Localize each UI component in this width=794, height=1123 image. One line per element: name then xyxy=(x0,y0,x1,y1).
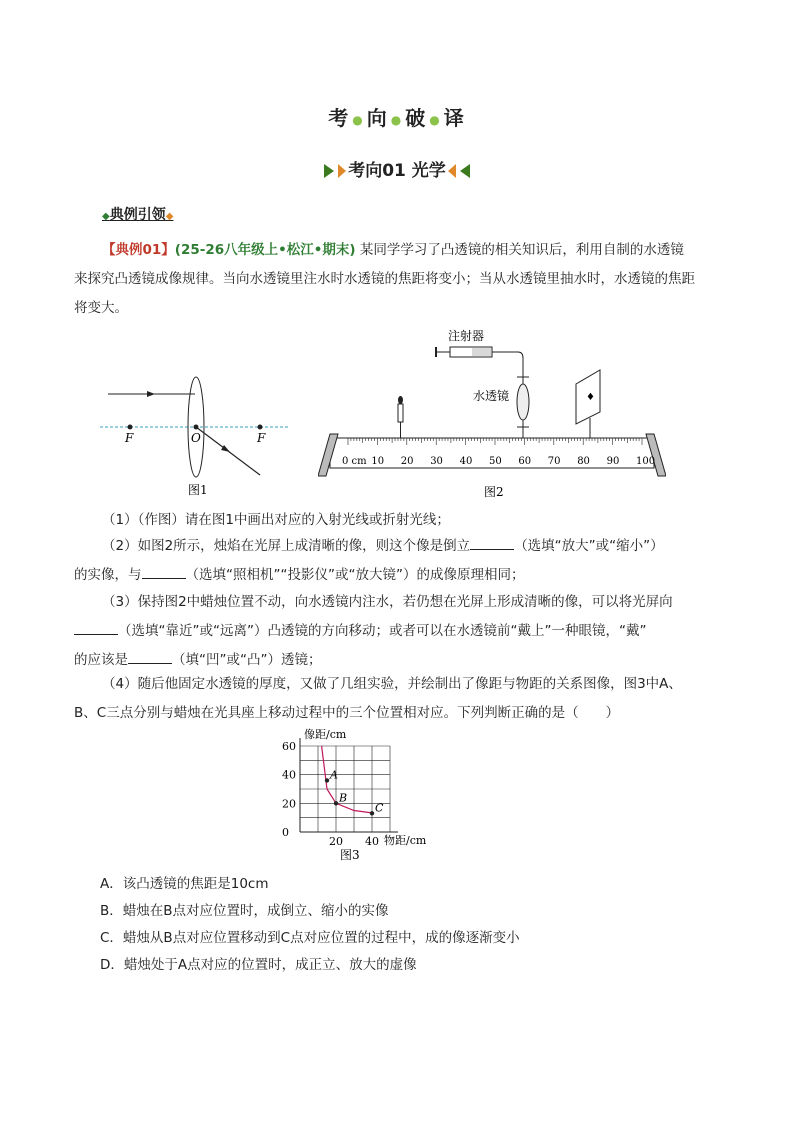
answer-blank[interactable] xyxy=(74,622,118,635)
bench-tick-label: 60 xyxy=(518,456,532,467)
bench-tick-label: 50 xyxy=(489,456,502,467)
question-2: （2）如图2所示，烛焰在光屏上成清晰的像，则这个像是倒立 （选填“放大”或“缩小”） 的实像，与 （选填“照相机”“投影仪”或“放大镜”）的成像原理相同； xyxy=(74,538,664,583)
answer-blank[interactable] xyxy=(470,537,514,550)
option-a[interactable]: A．该凸透镜的焦距是10cm xyxy=(100,876,269,892)
x-tick-label: 20 xyxy=(329,835,343,848)
syringe-label: 注射器 xyxy=(448,329,485,343)
figure-3-chart xyxy=(270,726,450,864)
svg-text:♦: ♦ xyxy=(586,392,595,403)
candle xyxy=(398,404,403,422)
example-intro: 【典例01】(25-26八年级上•松江•期末) 某同学学习了凸透镜的相关知识后，利用自制的水透镜 来探究凸透镜成像规律。当向水透镜里注水时水透镜的焦距将变小；当从水透镜里抽水时，水透镜的焦距 将变大。 xyxy=(74,242,695,316)
water-lens-label: 水透镜 xyxy=(473,389,510,403)
bench-tick-label: 40 xyxy=(459,456,473,467)
option-b[interactable]: B．蜡烛在B点对应位置时，成倒立、缩小的实像 xyxy=(100,903,389,919)
arrow-right-accent-icon xyxy=(338,164,346,178)
bench-tick-label: 30 xyxy=(430,456,443,467)
bench-tick-label: 10 xyxy=(371,456,385,467)
bench-tick-label: 90 xyxy=(606,456,620,467)
scale-unit: 0 cm xyxy=(342,456,367,467)
arrow-left-icon xyxy=(460,164,470,178)
arrow-right-icon xyxy=(324,164,334,178)
figure-1-caption: 图1 xyxy=(188,483,208,497)
point-b xyxy=(334,801,338,805)
figure-2 xyxy=(318,326,666,500)
answer-blank[interactable] xyxy=(128,651,172,664)
bench-tick-label: 20 xyxy=(400,456,414,467)
y-tick-label: 0 xyxy=(282,826,289,839)
question-3: （3）保持图2中蜡烛位置不动，向水透镜内注水，若仍想在光屏上形成清晰的像，可以将光屏向 （选填“靠近”或“远离”）凸透镜的方向移动；或者可以在水透镜前“戴上”一种眼镜，“戴” 的应该是 （填“凹”或“凸”）透镜； xyxy=(74,594,673,668)
bench-tick-label: 80 xyxy=(577,456,590,467)
figure-1 xyxy=(100,360,300,500)
y-axis-label: 像距/cm xyxy=(304,728,347,741)
water-lens xyxy=(517,384,529,420)
section-heading: ◆典例引领◆ xyxy=(102,207,174,223)
option-d[interactable]: D．蜡烛处于A点对应的位置时，成正立、放大的虚像 xyxy=(100,957,417,973)
optical-center-point xyxy=(194,425,199,430)
topic-heading: 考向01 光学 xyxy=(0,156,794,181)
bench-tick-label: 100 xyxy=(636,456,656,467)
answer-blank[interactable] xyxy=(142,566,186,579)
question-4: （4）随后他固定水透镜的厚度，又做了几组实验，并绘制出了像距与物距的关系图像，图3中A、 B、C三点分别与蜡烛在光具座上移动过程中的三个位置相对应。下列判断正确的是（ ） xyxy=(74,676,682,721)
y-tick-label: 20 xyxy=(282,797,296,811)
option-c[interactable]: C．蜡烛从B点对应位置移动到C点对应位置的过程中，成的像逐渐变小 xyxy=(100,930,520,946)
point-label-c: C xyxy=(375,801,384,815)
bench-tick-label: 70 xyxy=(547,456,561,467)
arrow-left-accent-icon xyxy=(448,164,456,178)
figure-2-caption: 图2 xyxy=(484,485,504,499)
focus-left-label: F xyxy=(125,431,134,445)
focus-left-point xyxy=(128,425,133,430)
y-tick-label: 40 xyxy=(282,768,296,782)
x-axis-label: 物距/cm xyxy=(384,834,427,847)
focus-right-label: F xyxy=(257,431,266,445)
question-1: （1）（作图）请在图1中画出对应的入射光线或折射光线； xyxy=(102,512,450,528)
point-label-b: B xyxy=(339,791,348,805)
point-a xyxy=(325,778,329,782)
x-tick-label: 40 xyxy=(365,835,379,848)
page-title: 考 ● 向 ● 破 ● 译 xyxy=(328,106,466,130)
figure-3-caption: 图3 xyxy=(340,848,360,862)
diamond-icon: ◆ xyxy=(102,211,110,222)
optical-center-label: O xyxy=(191,431,201,445)
focus-right-point xyxy=(258,425,263,430)
point-label-a: A xyxy=(330,768,338,782)
diamond-accent-icon: ◆ xyxy=(165,211,174,222)
y-tick-label: 60 xyxy=(282,740,296,753)
point-c xyxy=(370,811,374,815)
